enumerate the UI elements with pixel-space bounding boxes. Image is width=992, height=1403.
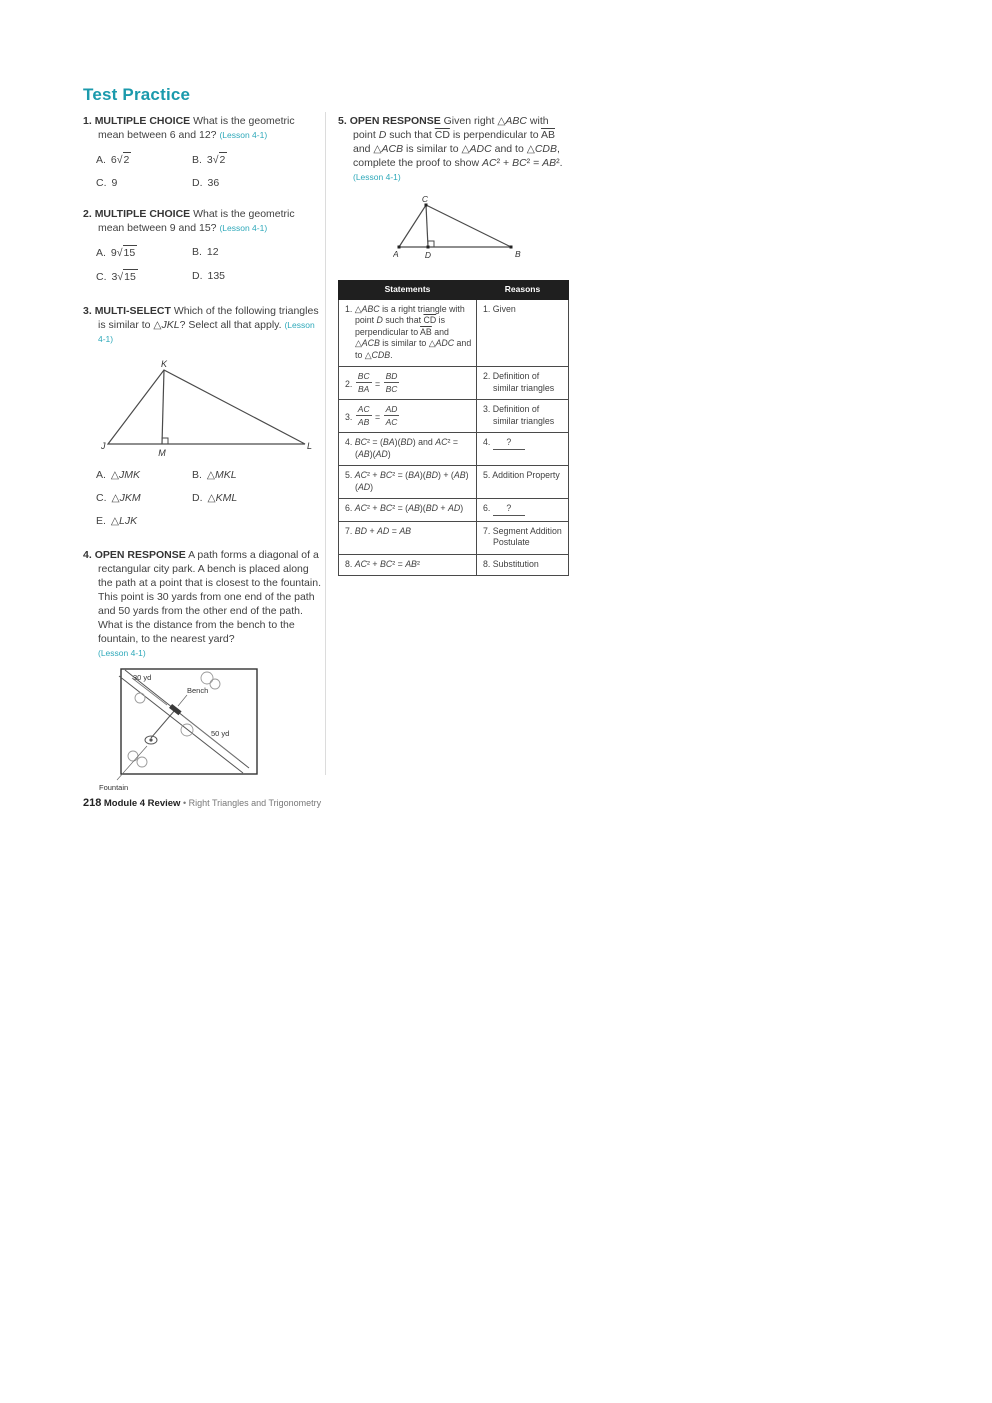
vertex-label-j: J <box>101 441 106 451</box>
question-prompt: What is the geometric mean between 9 and 15? <box>98 208 295 234</box>
answer-choice-c <box>96 491 192 505</box>
right-angle-mark <box>162 438 168 444</box>
reasons-header: Reasons <box>477 281 569 300</box>
choice-text: 9√15 <box>110 247 136 259</box>
module-title: Module 4 Review <box>103 798 181 809</box>
measure-50yd <box>183 716 239 760</box>
lesson-reference: (Lesson 4-1) <box>353 172 401 182</box>
vertex-label-a: A <box>393 249 399 259</box>
column-divider <box>325 112 326 775</box>
question-5 <box>338 114 570 576</box>
answer-choice-a <box>96 468 192 482</box>
statement-cell: 7. BD + AD = AB <box>339 521 477 554</box>
answer-choice-b <box>192 152 323 167</box>
vertex-label-m: M <box>158 448 166 458</box>
choice-text: 36 <box>207 177 220 189</box>
bench-fountain-segment <box>151 710 175 738</box>
reason-cell: 5. Addition Property <box>477 466 569 499</box>
tree-icon <box>201 672 213 684</box>
question-1 <box>83 114 323 190</box>
right-column <box>338 114 570 593</box>
distance-label-50yd: 50 yd <box>211 729 230 738</box>
proof-row <box>339 367 569 400</box>
choice-letter: B. <box>192 469 202 481</box>
question-4 <box>83 548 323 798</box>
choice-text: 3√2 <box>206 154 226 166</box>
answer-choice-b <box>192 245 323 260</box>
question-number: 5. <box>338 115 347 127</box>
question-number: 1. <box>83 115 92 127</box>
choice-text: 135 <box>207 270 226 282</box>
statement-cell: 5. AC² + BC² = (BA)(BD) + (AB)(AD) <box>339 466 477 499</box>
statement-cell: 2. $\frac{BC}{BA}$ = $\frac{BD}{BC}$ <box>339 367 477 400</box>
answer-choice-d <box>192 491 323 505</box>
question-type-label: OPEN RESPONSE <box>94 549 186 561</box>
page-number: 218 <box>83 797 102 809</box>
module-subtitle: • Right Triangles and Trigonometry <box>182 798 322 808</box>
choice-text: △KML <box>207 492 238 504</box>
choice-letter: A. <box>96 154 106 166</box>
statement-cell: 1. △ABC is a right triangle with point D such that $\overline{CD}$ is perpendicular to $\overline{AB}$ and △ACB is similar to △ADC and to △CDB. <box>339 299 477 367</box>
choice-text: 3√15 <box>111 271 136 283</box>
statements-header: Statements <box>339 281 477 300</box>
choice-text: △JMK <box>110 469 140 481</box>
vertex-label-b: B <box>515 249 521 259</box>
reason-cell: 2. Definition of similar triangles <box>477 367 569 400</box>
choice-text: 9 <box>111 177 118 189</box>
tree-icon <box>135 693 145 703</box>
park-map-diagram <box>99 668 269 798</box>
answer-choice-c <box>96 176 192 190</box>
vertex-label-d: D <box>424 250 432 260</box>
question-3-choices <box>96 468 323 528</box>
question-prompt: Which of the following triangles is similar to △JKL? Select all that apply. <box>98 305 319 331</box>
proof-table <box>338 280 569 576</box>
fountain-icon <box>145 736 157 744</box>
choice-letter: D. <box>192 270 203 282</box>
choice-text: 12 <box>206 246 219 258</box>
question-3 <box>83 304 323 528</box>
triangle-jkl-outline <box>108 370 305 444</box>
proof-row <box>339 433 569 466</box>
choice-letter: E. <box>96 515 106 527</box>
right-triangle-abc-diagram <box>393 192 523 260</box>
altitude-km <box>162 370 164 444</box>
question-2 <box>83 207 323 284</box>
statement-cell: 6. AC² + BC² = (AB)(BD + AD) <box>339 499 477 522</box>
vertex-label-c: C <box>421 194 429 204</box>
triangle-abc-outline <box>399 205 511 247</box>
page-footer <box>83 797 321 809</box>
proof-row <box>339 554 569 576</box>
vertex-point-b <box>510 246 513 249</box>
proof-row <box>339 499 569 522</box>
choice-text: △MKL <box>206 469 237 481</box>
bench-leader-line <box>178 695 187 706</box>
statement-cell: 4. BC² = (BA)(BD) and AC² = (AB)(AD) <box>339 433 477 466</box>
choice-text: △LJK <box>110 515 138 527</box>
reason-cell: 7. Segment Addition Postulate <box>477 521 569 554</box>
tree-icon <box>181 724 193 736</box>
vertex-point-d <box>427 246 430 249</box>
question-3-text <box>83 304 323 346</box>
choice-letter: B. <box>192 246 202 258</box>
reason-cell: 6. ? <box>477 499 569 522</box>
proof-row <box>339 299 569 367</box>
distance-label-30yd: 30 yd <box>133 673 152 682</box>
measure-30yd <box>132 678 167 705</box>
answer-choice-d <box>192 176 323 190</box>
reason-cell: 3. Definition of similar triangles <box>477 400 569 433</box>
answer-choice-a <box>96 152 192 167</box>
fountain-label: Fountain <box>99 783 129 792</box>
question-type-label: OPEN RESPONSE <box>349 115 441 127</box>
proof-row <box>339 521 569 554</box>
question-number: 3. <box>83 305 92 317</box>
choice-letter: D. <box>192 492 203 504</box>
tree-icon <box>128 751 138 761</box>
tree-icon <box>210 679 220 689</box>
question-prompt: Given right △ABC with point D such that $\overline{CD}$ is perpendicular to $\overline{AB}$ and △ACB is similar to △ADC and to △CDB, complete the proof to show AC² + BC² = AB². <box>353 115 563 169</box>
proof-table-header-row <box>339 281 569 300</box>
choice-letter: D. <box>192 177 203 189</box>
lesson-reference: (Lesson 4-1) <box>98 648 146 658</box>
lesson-reference: (Lesson 4-1) <box>98 320 315 344</box>
question-number: 2. <box>83 208 92 220</box>
question-5-text <box>338 114 570 184</box>
statement-cell: 3. $\frac{AC}{AB}$ = $\frac{AD}{AC}$ <box>339 400 477 433</box>
question-type-label: MULTIPLE CHOICE <box>94 208 191 220</box>
choice-letter: B. <box>192 154 202 166</box>
page-title: Test Practice <box>83 85 191 104</box>
bench-label: Bench <box>187 686 209 695</box>
choice-text: △JKM <box>111 492 141 504</box>
choice-text: 6√2 <box>110 154 130 166</box>
choice-letter: C. <box>96 492 107 504</box>
tree-icon <box>137 757 147 767</box>
question-2-choices <box>96 245 323 284</box>
triangle-jkl-diagram <box>101 358 313 458</box>
vertex-label-k: K <box>160 359 168 369</box>
reason-cell: 4. ? <box>477 433 569 466</box>
question-type-label: MULTIPLE CHOICE <box>94 115 191 127</box>
question-prompt: A path forms a diagonal of a rectangular city park. A bench is placed along the path at a point that is closest to the fountain. This point is 30 yards from one end of the path and 50 yards from the other end of the path. What is the distance from the bench to the fountain, to the nearest yard? <box>98 549 321 645</box>
question-prompt: What is the geometric mean between 6 and 12? <box>98 115 295 141</box>
left-column <box>83 114 323 815</box>
answer-choice-d <box>192 269 323 284</box>
proof-row <box>339 400 569 433</box>
lesson-reference: (Lesson 4-1) <box>219 130 268 140</box>
choice-letter: A. <box>96 469 106 481</box>
question-1-text <box>83 114 323 142</box>
question-number: 4. <box>83 549 92 561</box>
choice-letter: C. <box>96 271 107 283</box>
vertex-label-l: L <box>307 441 313 451</box>
answer-choice-e <box>96 514 192 528</box>
question-1-choices <box>96 152 323 190</box>
answer-choice-b <box>192 468 323 482</box>
proof-table-body <box>339 299 569 576</box>
bench-icon <box>169 704 182 715</box>
statement-cell: 8. AC² + BC² = AB² <box>339 554 477 576</box>
question-2-text <box>83 207 323 235</box>
reason-cell: 1. Given <box>477 299 569 367</box>
choice-letter: C. <box>96 177 107 189</box>
answer-choice-c <box>96 269 192 284</box>
proof-row <box>339 466 569 499</box>
lesson-reference: (Lesson 4-1) <box>219 223 268 233</box>
choice-letter: A. <box>96 247 106 259</box>
question-type-label: MULTI-SELECT <box>94 305 171 317</box>
question-4-text <box>83 548 323 660</box>
answer-choice-a <box>96 245 192 260</box>
reason-cell: 8. Substitution <box>477 554 569 576</box>
